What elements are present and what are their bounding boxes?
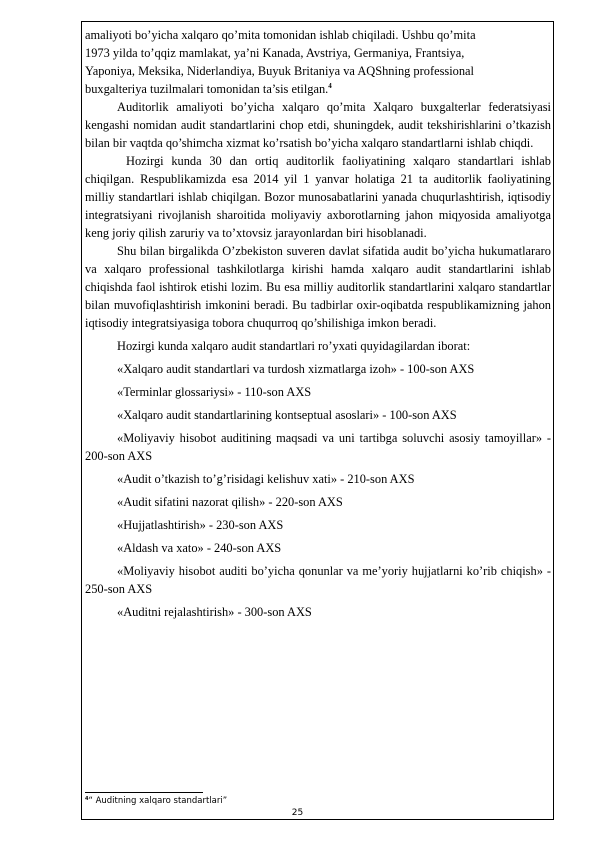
intro-line-1: amaliyoti bo’yicha xalqaro qo’mita tomonidan ishlab chiqiladi. Ushbu qo’mita [85, 28, 476, 42]
intro-line-3: Yaponiya, Meksika, Niderlandiya, Buyuk Britaniya va AQShning professional [85, 64, 474, 78]
list-item: «Hujjatlashtirish» - 230-son AXS [117, 518, 284, 532]
list-intro: Hozirgi kunda xalqaro audit standartlari ro’yxati quyidagilardan iborat: [117, 339, 471, 353]
list-item: «Xalqaro audit standartlarining kontseptual asoslari» - 100-son AXS [117, 408, 457, 422]
paragraph-uzbekistan: Shu bilan birgalikda O’zbekiston suveren davlat sifatida audit bo’yicha hukumatlararo va xalqaro professional tashkilotlarga kirishi hamda xalqaro audit standartlarini ishlab chiqishda faol ishtirok etishi lozim. Bu esa milliy auditorlik standartlarini xalqaro standartlar bilan muvofiqlashtirish imkonini beradi. Bu tadbirlar oxir-oqibatda respublikamizning jahon iqtisodiy integratsiyasiga tobora chuqurroq qo’shilishiga imkon beradi. [85, 244, 551, 330]
intro-line-2: 1973 yilda to’qqiz mamlakat, ya’ni Kanada, Avstriya, Germaniya, Frantsiya, [85, 46, 465, 60]
list-item: «Terminlar glossariysi» - 110-son AXS [117, 385, 312, 399]
footnote-reference[interactable]: 4 [328, 81, 332, 90]
list-item: «Auditni rejalashtirish» - 300-son AXS [117, 605, 312, 619]
paragraph-standards-count: Hozirgi kunda 30 dan ortiq auditorlik faoliyatining xalqaro standartlari ishlab chiqilgan. Respublikamizda esa 2014 yil 1 yanvar holatiga 21 ta auditorlik faoliyatining milliy standartlari ishlab chiqilgan. Bozor munosabatlarini yanada chuqurlashtirish, iqtisodiy integratsiyani rivojlanish sharoitida moliyaviy axborotlarning jahon miqyosida amaliyotga keng joriy qilish zaruriy va to’xtovsiz jarayonlardan biri hisoblanadi. [85, 154, 551, 240]
footnote-divider [85, 792, 203, 793]
page-number: 25 [291, 808, 304, 818]
footnote-marker: 4 [85, 796, 89, 802]
footnote [85, 796, 227, 807]
list-item: «Audit o’tkazish to’g’risidagi kelishuv xati» - 210-son AXS [117, 472, 415, 486]
paragraph-committee: Auditorlik amaliyoti bo’yicha xalqaro qo’mita Xalqaro buxgalterlar federatsiyasi kengashi nomidan audit standartlarini chop etdi, shuningdek, audit tekshirishlarini o’tkazish bilan bir vaqtda qo’shimcha xizmat ko’rsatish bo’yicha xalqaro standartlarni ishlab chiqdi. [85, 100, 551, 150]
list-item: «Xalqaro audit standartlari va turdosh xizmatlarga izoh» - 100-son AXS [117, 362, 475, 376]
page-content [85, 26, 551, 621]
footnote-text: “ Auditning xalqaro standartlari” [88, 796, 228, 806]
intro-line-4: buxgalteriya tuzilmalari tomonidan ta’sis etilgan. [85, 82, 329, 96]
list-item: «Aldash va xato» - 240-son AXS [117, 541, 282, 555]
list-item: «Moliyaviy hisobot auditi bo’yicha qonunlar va me’yoriy hujjatlarni ko’rib chiqish» - 250-son AXS [85, 564, 551, 596]
list-item: «Audit sifatini nazorat qilish» - 220-son AXS [117, 495, 343, 509]
intro-paragraph [85, 26, 551, 98]
list-item: «Moliyaviy hisobot auditining maqsadi va uni tartibga soluvchi asosiy tamoyillar» - 200-son AXS [85, 431, 551, 463]
